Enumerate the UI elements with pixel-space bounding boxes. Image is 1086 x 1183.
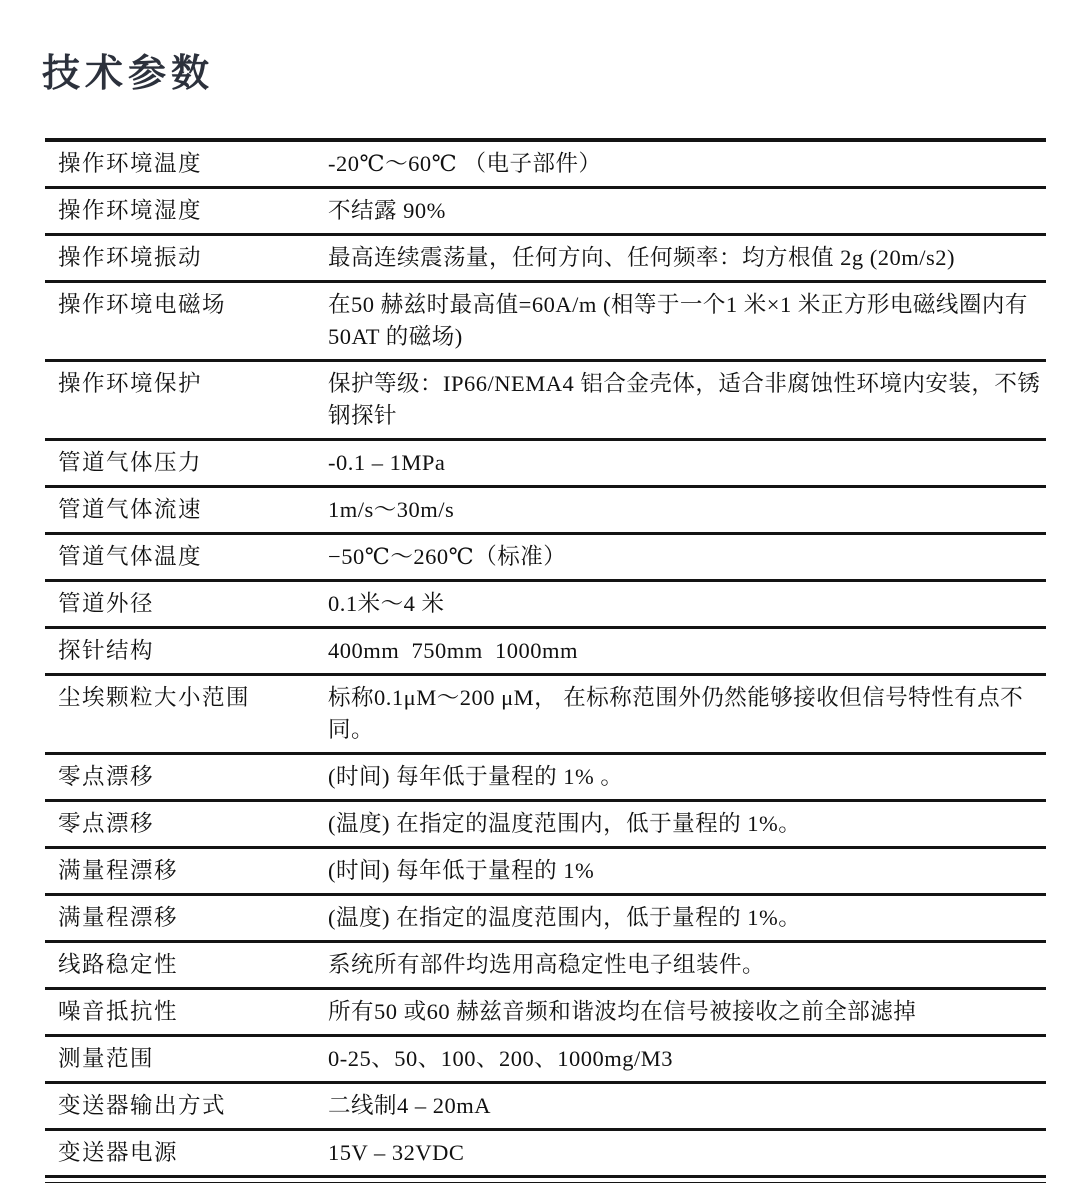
row-value: 标称0.1μM～200 μM， 在标称范围外仍然能够接收但信号特性有点不同。 [328, 685, 1024, 742]
table-row [45, 441, 1046, 488]
table-row [45, 676, 1046, 755]
spec-table [45, 138, 1046, 1183]
table-row [45, 582, 1046, 629]
table-row [45, 535, 1046, 582]
table-row [45, 362, 1046, 441]
row-value: 1m/s～30m/s [328, 497, 455, 522]
row-value: 二线制4 – 20mA [328, 1093, 492, 1118]
table-row [45, 896, 1046, 943]
table-row [45, 283, 1046, 362]
table-row [45, 1084, 1046, 1131]
row-value: 不结露 90% [328, 198, 446, 223]
row-value: −50℃～260℃（标准） [328, 544, 567, 569]
table-row [45, 488, 1046, 535]
row-label: 尘埃颗粒大小范围 [58, 685, 251, 710]
row-value: 最高连续震荡量，任何方向、任何频率：均方根值 2g (20m/s2) [328, 245, 955, 270]
row-label: 零点漂移 [58, 811, 155, 836]
row-label: 噪音抵抗性 [58, 999, 179, 1024]
row-value: (时间) 每年低于量程的 1% [328, 858, 595, 883]
row-label: 管道气体压力 [58, 450, 203, 475]
row-value: 保护等级：IP66/NEMA4 铝合金壳体，适合非腐蚀性环境内安装，不锈钢探针 [328, 371, 1041, 428]
row-value: 0-25、50、100、200、1000mg/M3 [328, 1046, 674, 1071]
row-label: 操作环境振动 [58, 245, 203, 270]
row-value: 所有50 或60 赫兹音频和谐波均在信号被接收之前全部滤掉 [328, 999, 917, 1024]
row-label: 操作环境电磁场 [58, 292, 227, 317]
row-value: -20℃～60℃ （电子部件） [328, 151, 602, 176]
row-label: 变送器电源 [58, 1140, 179, 1165]
table-row [45, 629, 1046, 676]
page-title: 技术参数 [42, 51, 215, 95]
table-row [45, 189, 1046, 236]
row-label: 满量程漂移 [58, 858, 179, 883]
table-row [45, 142, 1046, 189]
row-label: 操作环境湿度 [58, 198, 203, 223]
table-row [45, 990, 1046, 1037]
row-value: 400mm 750mm 1000mm [328, 638, 579, 663]
table-row [45, 236, 1046, 283]
row-label: 操作环境保护 [58, 371, 203, 396]
table-row [45, 1131, 1046, 1178]
row-label: 管道外径 [58, 591, 155, 616]
row-value: -0.1 – 1MPa [328, 450, 446, 475]
row-label: 线路稳定性 [58, 952, 179, 977]
row-value: 系统所有部件均选用高稳定性电子组装件。 [328, 952, 766, 977]
row-value: 0.1米～4 米 [328, 591, 445, 616]
table-row [45, 943, 1046, 990]
row-value: (时间) 每年低于量程的 1% 。 [328, 764, 624, 789]
row-label: 管道气体流速 [58, 497, 203, 522]
row-label: 管道气体温度 [58, 544, 203, 569]
row-value: (温度) 在指定的温度范围内，低于量程的 1%。 [328, 811, 802, 836]
row-label: 零点漂移 [58, 764, 155, 789]
row-value: 在50 赫兹时最高值=60A/m (相等于一个1 米×1 米正方形电磁线圈内有50AT 的磁场) [328, 292, 1028, 349]
row-label: 操作环境温度 [58, 151, 203, 176]
row-label: 测量范围 [58, 1046, 155, 1071]
row-value: 15V – 32VDC [328, 1140, 465, 1165]
table-row [45, 1037, 1046, 1084]
table-row [45, 849, 1046, 896]
row-value: (温度) 在指定的温度范围内，低于量程的 1%。 [328, 905, 802, 930]
row-label: 探针结构 [58, 638, 155, 663]
table-row [45, 802, 1046, 849]
row-label: 满量程漂移 [58, 905, 179, 930]
row-label: 变送器输出方式 [58, 1093, 227, 1118]
table-row [45, 755, 1046, 802]
